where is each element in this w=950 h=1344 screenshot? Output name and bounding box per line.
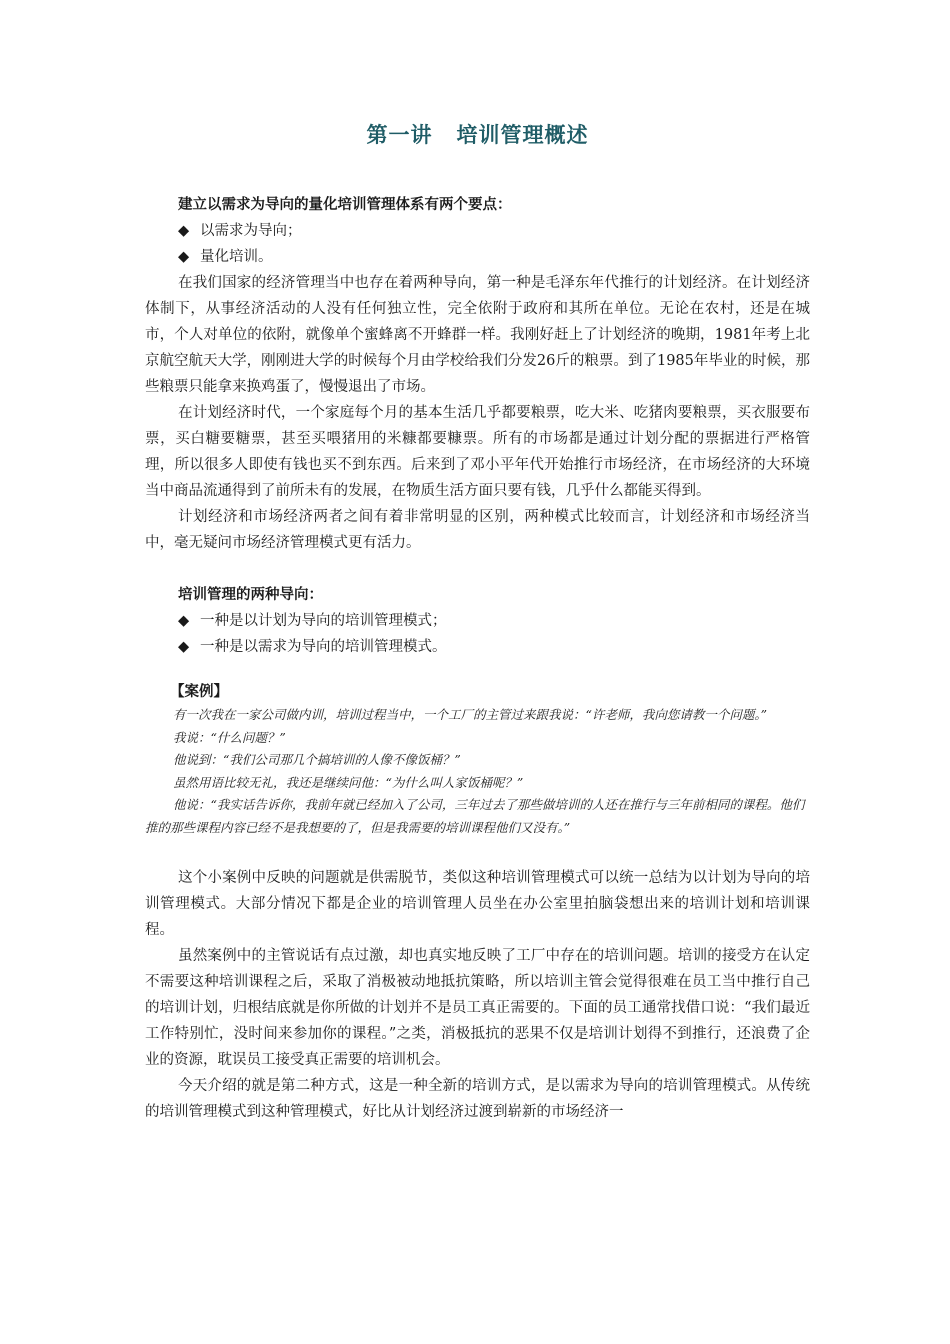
title-part-2: 培训管理概述 bbox=[456, 123, 589, 147]
section-1-heading: 建立以需求为导向的量化培训管理体系有两个要点： bbox=[178, 197, 512, 213]
page-title bbox=[145, 118, 810, 152]
diamond-bullet-icon: ◆ bbox=[178, 249, 190, 265]
case-line: 虽然用语比较无礼，我还是继续问他：“为什么叫人家饭桶呢？” bbox=[173, 774, 524, 790]
case-line: 他说：“我实话告诉你，我前年就已经加入了公司，三年过去了那些做培训的人还在推行与三年前相同的课程。他们推的那些课程内容已经不是我想要的了，但是我需要的培训课程他们又没有。” bbox=[145, 797, 805, 835]
case-line: 他说到：“我们公司那几个搞培训的人像不像饭桶？” bbox=[173, 752, 461, 767]
bullet-text: 量化培训。 bbox=[200, 249, 273, 265]
paragraph: 在我们国家的经济管理当中也存在着两种导向，第一种是毛泽东年代推行的计划经济。在计划经济体制下，从事经济活动的人没有任何独立性，完全依附于政府和其所在单位。无论在农村，还是在城市，个人对单位的依附，就像单个蜜蜂离不开蜂群一样。我刚好赶上了计划经济的晚期，1981年考上北京航空航天大学，刚刚进大学的时候每个月由学校给我们分发26斤的粮票。到了1985年毕业的时候，那些粮票只能拿来换鸡蛋了，慢慢退出了市场。 bbox=[145, 275, 810, 395]
paragraph: 计划经济和市场经济两者之间有着非常明显的区别，两种模式比较而言，计划经济和市场经济当中，毫无疑问市场经济管理模式更有活力。 bbox=[145, 509, 810, 551]
diamond-bullet-icon: ◆ bbox=[178, 223, 190, 239]
bullet-item bbox=[178, 244, 810, 270]
paragraph: 今天介绍的就是第二种方式，这是一种全新的培训方式，是以需求为导向的培训管理模式。从传统的培训管理模式到这种管理模式，好比从计划经济过渡到崭新的市场经济一 bbox=[145, 1078, 810, 1120]
paragraph: 在计划经济时代，一个家庭每个月的基本生活几乎都要粮票，吃大米、吃猪肉要粮票，买衣服要布票，买白糖要糖票，甚至买喂猪用的米糠都要糠票。所有的市场都是通过计划分配的票据进行严格管理，所以很多人即使有钱也买不到东西。后来到了邓小平年代开始推行市场经济，在市场经济的大环境当中商品流通得到了前所未有的发展，在物质生活方面只要有钱，几乎什么都能买得到。 bbox=[145, 405, 810, 499]
bullet-item bbox=[178, 608, 810, 634]
paragraph: 这个小案例中反映的问题就是供需脱节，类似这种培训管理模式可以统一总结为以计划为导向的培训管理模式。大部分情况下都是企业的培训管理人员坐在办公室里拍脑袋想出来的培训计划和培训课程。 bbox=[145, 870, 810, 938]
bullet-text: 一种是以需求为导向的培训管理模式。 bbox=[200, 639, 447, 655]
bullet-item bbox=[178, 218, 810, 244]
bullet-item bbox=[178, 634, 810, 660]
section-2-heading: 培训管理的两种导向： bbox=[178, 587, 323, 603]
case-line: 我说：“什么问题？” bbox=[173, 729, 286, 745]
case-line: 有一次我在一家公司做内训，培训过程当中，一个工厂的主管过来跟我说：“许老师，我向您请教一个问题。” bbox=[173, 707, 768, 722]
paragraph: 虽然案例中的主管说话有点过激，却也真实地反映了工厂中存在的培训问题。培训的接受方在认定不需要这种培训课程之后，采取了消极被动地抵抗策略，所以培训主管会觉得很难在员工当中推行自己的培训计划，归根结底就是你所做的计划并不是员工真正需要的。下面的员工通常找借口说：“我们最近工作特别忙，没时间来参加你的课程。”之类，消极抵抗的恶果不仅是培训计划得不到推行，还浪费了企业的资源，耽误员工接受真正需要的培训机会。 bbox=[145, 948, 810, 1068]
case-heading: 【案例】 bbox=[170, 684, 228, 700]
diamond-bullet-icon: ◆ bbox=[178, 639, 190, 655]
document-page bbox=[145, 118, 810, 1125]
bullet-text: 一种是以计划为导向的培训管理模式； bbox=[200, 613, 447, 629]
diamond-bullet-icon: ◆ bbox=[178, 613, 190, 629]
title-part-1: 第一讲 bbox=[366, 123, 433, 147]
bullet-text: 以需求为导向； bbox=[200, 223, 302, 239]
